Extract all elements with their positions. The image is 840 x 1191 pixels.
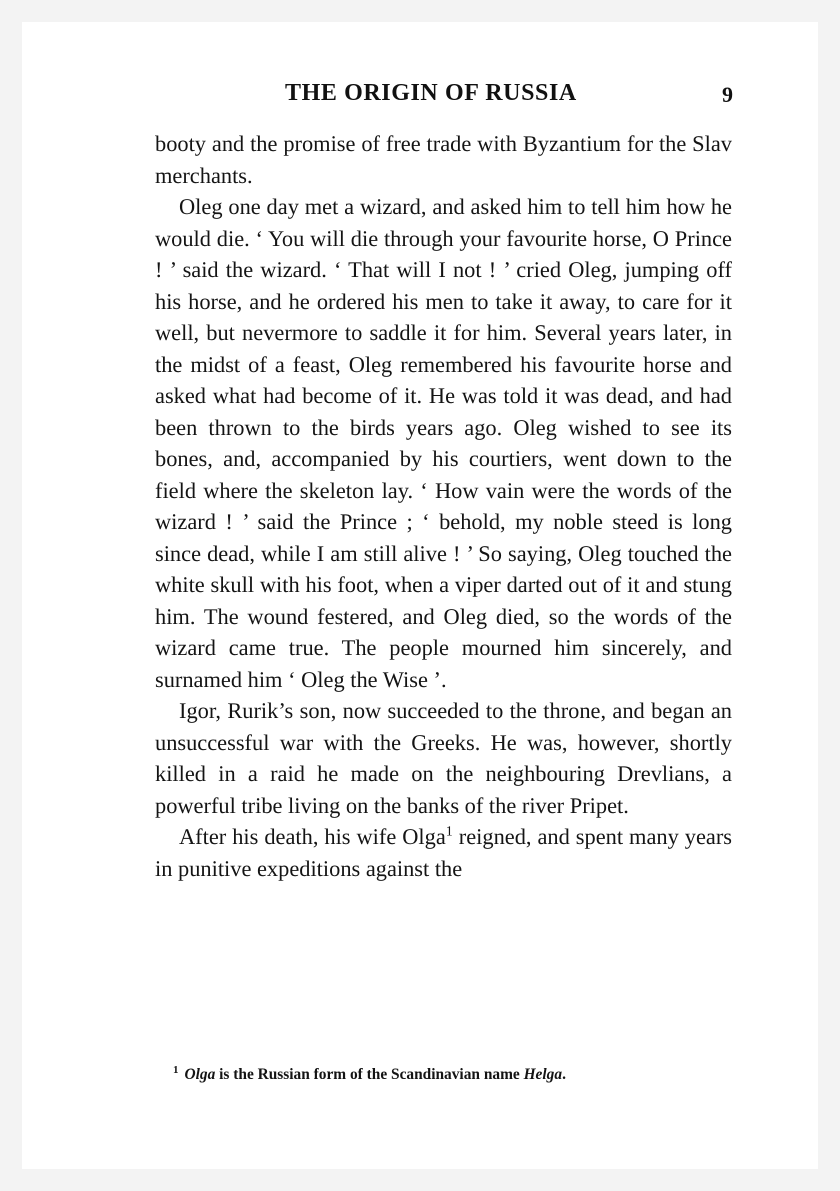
footnote-reference[interactable]: 1 — [445, 824, 453, 840]
paragraph-oleg-and-wizard: Oleg one day met a wizard, and asked him to tell him how he would die. ‘ You will die through your favourite horse, O Prince ! ’ said the wizard. ‘ That will I not ! ’ cried Oleg, jumping off his horse, and he ordered his men to take it away, to care for it well, but nevermore to saddle it for him. Several years later, in the midst of a feast, Oleg remembered his favourite horse and asked what had become of it. He was told it was dead, and had been thrown to the birds years ago. Oleg wished to see its bones, and, accompanied by his courtiers, went down to the field where the skeleton lay. ‘ How vain were the words of the wizard ! ’ said the Prince ; ‘ behold, my noble steed is long since dead, while I am still alive ! ’ So saying, Oleg touched the white skull with his foot, when a viper darted out of it and stung him. The wound festered, and Oleg died, so the words of the wizard came true. The people mourned him sincerely, and surnamed him ‘ Oleg the Wise ’. — [155, 194, 732, 692]
page-number: 9 — [722, 82, 733, 107]
footnote-term: Olga — [184, 1066, 216, 1084]
running-title: THE ORIGIN OF RUSSIA — [285, 80, 577, 106]
running-header — [155, 80, 733, 114]
paragraph-continuation: booty and the promise of free trade with Byzantium for the Slav merchants. — [155, 131, 732, 188]
footnote — [173, 1064, 733, 1084]
footnote-end: . — [562, 1066, 566, 1084]
olga-text-end: reigned, and spent many years in punitive expeditions against the — [155, 824, 732, 881]
body-text — [155, 128, 732, 884]
paragraph-igor: Igor, Rurik’s son, now succeeded to the throne, and began an unsuccessful war with the Greeks. He was, however, shortly killed in a raid he made on the neighbouring Drevlians, a powerful tribe living on the banks of the river Pripet. — [155, 698, 732, 818]
paragraph-olga — [155, 821, 732, 884]
footnote-text: is the Russian form of the Scandinavian name — [215, 1066, 524, 1084]
footnote-name: Helga — [523, 1066, 563, 1084]
footnote-marker: 1 — [173, 1064, 179, 1076]
olga-text-start: After his death, his wife Olga — [179, 824, 446, 849]
